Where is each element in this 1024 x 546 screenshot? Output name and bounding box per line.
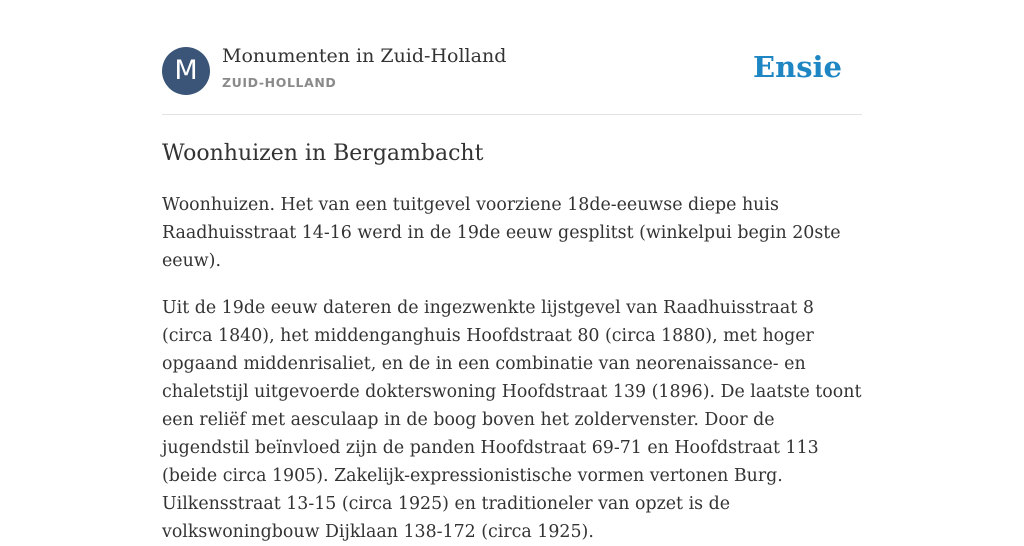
avatar[interactable]: M bbox=[162, 47, 210, 95]
article-paragraph: Uit de 19de eeuw dateren de ingezwenkte lijstgevel van Raadhuisstraat 8 (circa 1840), het middenganghuis Hoofdstraat 80 (circa 1880), met hoger opgaand middenrisaliet, en de in een combinatie van neorenaissance- en chaletstijl uitgevoerde dokterswoning Hoofdstraat 139 (1896). De laatste toont een reliëf met aesculaap in de boog boven het zoldervenster. Door de jugendstil beïnvloed zijn de panden Hoofdstraat 69-71 en Hoofdstraat 113 (beide circa 1905). Zakelijk-expressionistische vormen vertonen Burg. Uilkensstraat 13-15 (circa 1925) en traditioneler van opzet is de volkswoningbouw Dijklaan 138-172 (circa 1925). bbox=[162, 298, 862, 542]
article-title: Woonhuizen in Bergambacht bbox=[162, 141, 484, 166]
ensie-logo[interactable]: Ensie bbox=[753, 50, 842, 84]
site-subtitle[interactable]: ZUID-HOLLAND bbox=[222, 75, 337, 90]
article-paragraph: Woonhuizen. Het van een tuitgevel voorziene 18de-eeuwse diepe huis Raadhuisstraat 14-16 werd in de 19de eeuw gesplitst (winkelpui begin 20ste eeuw). bbox=[162, 195, 841, 271]
site-title[interactable]: Monumenten in Zuid-Holland bbox=[222, 45, 507, 67]
content-container bbox=[162, 0, 862, 546]
site-header bbox=[162, 0, 862, 115]
article-body bbox=[162, 191, 862, 546]
